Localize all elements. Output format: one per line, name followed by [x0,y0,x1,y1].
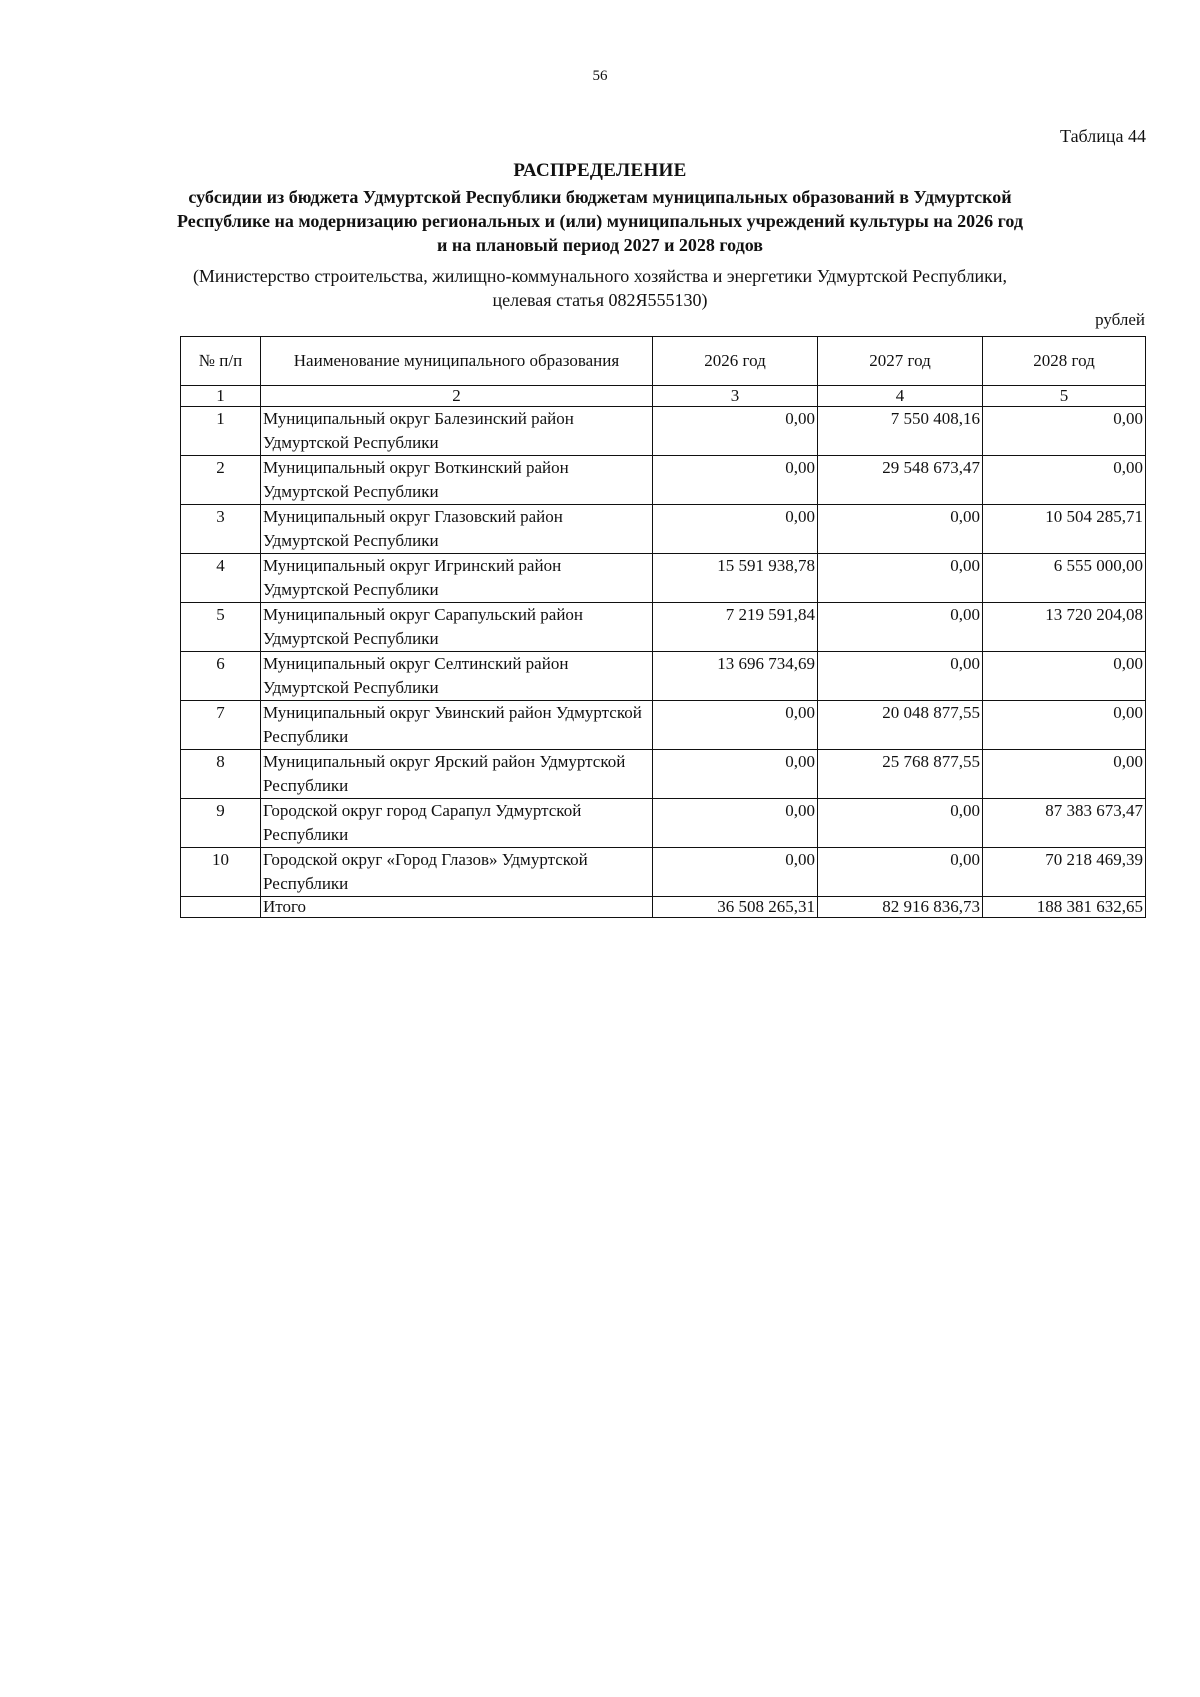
column-number-row [181,386,1146,407]
value-2027: 7 550 408,16 [818,407,983,456]
value-2027: 0,00 [818,603,983,652]
document-note: (Министерство строительства, жилищно-коммунального хозяйства и энергетики Удмуртской Республики, целевая статья 082Я555130) [192,266,1008,310]
total-label: Итого [261,897,653,918]
value-2026: 0,00 [653,407,818,456]
value-2026: 0,00 [653,701,818,750]
units-label: рублей [1095,310,1145,329]
value-2028: 0,00 [983,701,1146,750]
value-2026: 15 591 938,78 [653,554,818,603]
value-2027: 0,00 [818,554,983,603]
municipality-name: Муниципальный округ Балезинский район Удмуртской Республики [261,407,653,456]
total-2026: 36 508 265,31 [653,897,818,918]
document-subtitle: субсидии из бюджета Удмуртской Республики бюджетам муниципальных образований в Удмуртской Республике на модернизацию региональных и (или) муниципальных учреждений культуры на 2026 год и на плановый период 2027 и 2028 годов [177,187,1023,255]
value-2028: 10 504 285,71 [983,505,1146,554]
total-row [181,897,1146,918]
municipality-name: Муниципальный округ Глазовский район Удмуртской Республики [261,505,653,554]
row-number: 8 [181,750,261,799]
municipality-name: Муниципальный округ Увинский район Удмуртской Республики [261,701,653,750]
row-number: 5 [181,603,261,652]
table-row [181,407,1146,456]
distribution-table [180,336,1146,918]
column-number: 1 [181,386,261,407]
value-2027: 0,00 [818,848,983,897]
value-2026: 0,00 [653,505,818,554]
value-2026: 0,00 [653,750,818,799]
value-2026: 0,00 [653,848,818,897]
municipality-name: Муниципальный округ Селтинский район Удмуртской Республики [261,652,653,701]
value-2028: 0,00 [983,652,1146,701]
total-2028: 188 381 632,65 [983,897,1146,918]
page-number: 56 [592,68,608,84]
value-2027: 25 768 877,55 [818,750,983,799]
column-number: 2 [261,386,653,407]
table-body [181,407,1146,918]
value-2027: 0,00 [818,799,983,848]
value-2028: 13 720 204,08 [983,603,1146,652]
table-row [181,652,1146,701]
header-num: № п/п [181,337,261,386]
value-2028: 6 555 000,00 [983,554,1146,603]
row-number: 1 [181,407,261,456]
municipality-name: Муниципальный округ Воткинский район Удмуртской Республики [261,456,653,505]
value-2028: 0,00 [983,407,1146,456]
table-row [181,848,1146,897]
total-num-cell [181,897,261,918]
table-label: Таблица 44 [1060,126,1146,146]
table-row [181,750,1146,799]
column-number: 4 [818,386,983,407]
table-row [181,505,1146,554]
table-row [181,456,1146,505]
row-number: 9 [181,799,261,848]
value-2026: 13 696 734,69 [653,652,818,701]
row-number: 2 [181,456,261,505]
value-2028: 0,00 [983,456,1146,505]
document-title: РАСПРЕДЕЛЕНИЕ [513,160,687,181]
value-2028: 87 383 673,47 [983,799,1146,848]
header-row [181,337,1146,386]
column-number: 5 [983,386,1146,407]
column-number: 3 [653,386,818,407]
row-number: 4 [181,554,261,603]
value-2027: 20 048 877,55 [818,701,983,750]
municipality-name: Муниципальный округ Игринский район Удмуртской Республики [261,554,653,603]
value-2026: 0,00 [653,799,818,848]
value-2027: 0,00 [818,652,983,701]
municipality-name: Муниципальный округ Ярский район Удмуртской Республики [261,750,653,799]
table-row [181,554,1146,603]
value-2026: 7 219 591,84 [653,603,818,652]
header-2026: 2026 год [653,337,818,386]
table-row [181,603,1146,652]
row-number: 10 [181,848,261,897]
total-2027: 82 916 836,73 [818,897,983,918]
header-2028: 2028 год [983,337,1146,386]
value-2026: 0,00 [653,456,818,505]
header-2027: 2027 год [818,337,983,386]
table-row [181,701,1146,750]
municipality-name: Городской округ город Сарапул Удмуртской Республики [261,799,653,848]
value-2027: 29 548 673,47 [818,456,983,505]
value-2028: 70 218 469,39 [983,848,1146,897]
value-2028: 0,00 [983,750,1146,799]
row-number: 3 [181,505,261,554]
municipality-name: Городской округ «Город Глазов» Удмуртской Республики [261,848,653,897]
row-number: 6 [181,652,261,701]
municipality-name: Муниципальный округ Сарапульский район Удмуртской Республики [261,603,653,652]
row-number: 7 [181,701,261,750]
table-row [181,799,1146,848]
header-name: Наименование муниципального образования [261,337,653,386]
value-2027: 0,00 [818,505,983,554]
